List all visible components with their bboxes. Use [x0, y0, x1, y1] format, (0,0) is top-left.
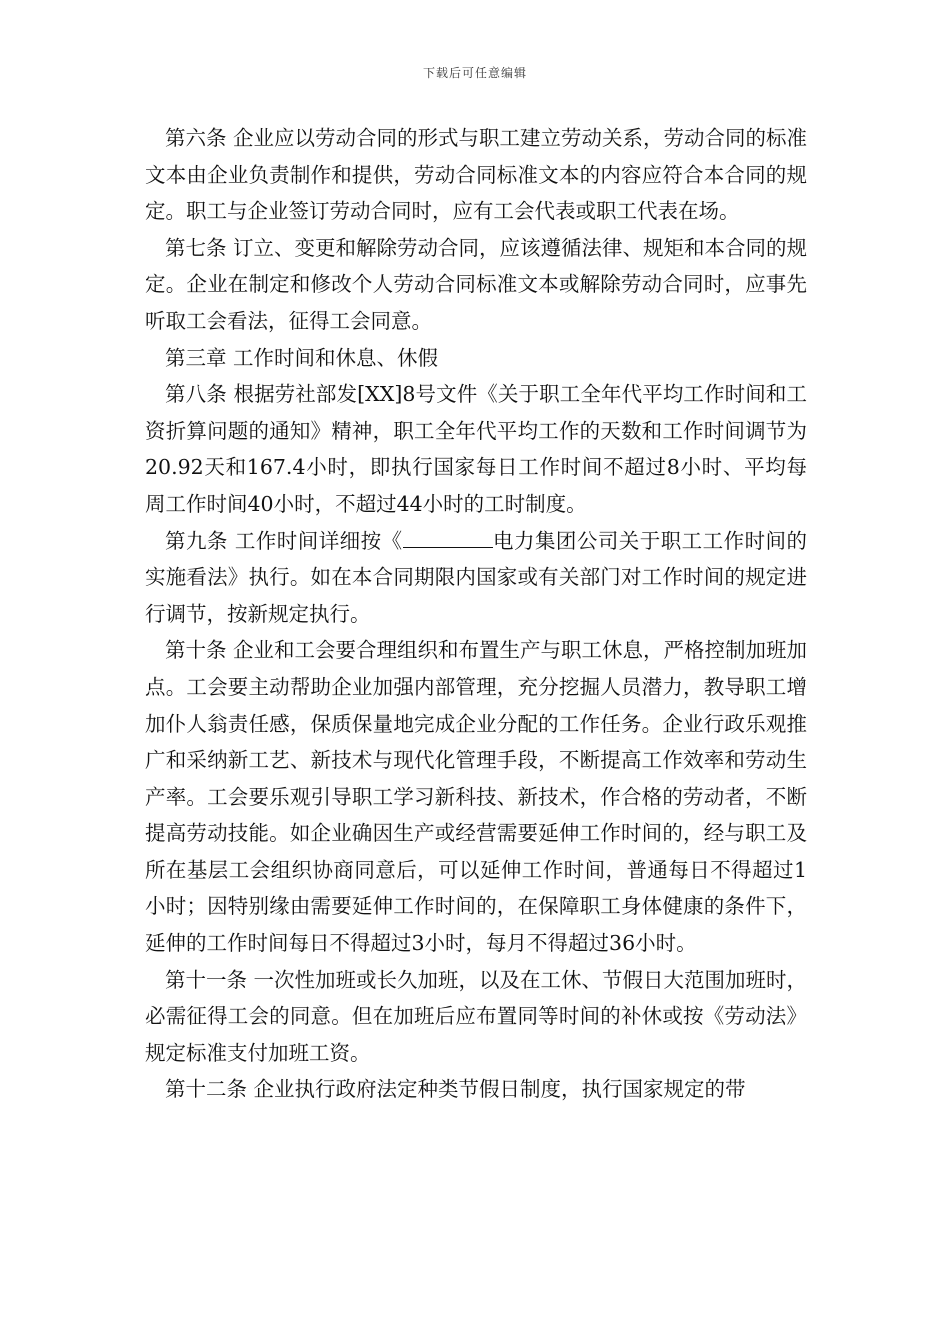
header-note: 下载后可任意编辑 — [422, 66, 527, 80]
document-body — [145, 120, 807, 1108]
article-12: 第十二条 企业执行政府法定种类节假日制度，执行国家规定的带 — [165, 1077, 746, 1102]
fill-in-blank — [403, 529, 493, 548]
article-10: 第十条 企业和工会要合理组织和布置生产与职工休息，严格控制加班加点。工会要主动帮助企业加强内部管理，充分挖掘人员潜力，教导职工增加仆人翁责任感，保质保量地完成企业分配的工作任务。企业行政乐观推广和采纳新工艺、新技术与现代化管理手段，不断提高工作效率和劳动生产率。工会要乐观引导职工学习新科技、新技术，作合格的劳动者，不断提高劳动技能。如企业确因生产或经营需要延伸工作时间的，经与职工及所在基层工会组织协商同意后，可以延伸工作时间，普通每日不得超过1小时；因特别缘由需要延伸工作时间的，在保障职工身体健康的条件下，延伸的工作时间每日不得超过3小时，每月不得超过36小时。 — [145, 638, 808, 956]
article-9-text-before: 第九条 工作时间详细按《 — [165, 528, 403, 553]
article-9-text-after: 电力集团公司关于职工工作时间的实施看法》执行。如在本合同期限内国家或有关部门对工作时间的规定进行调节，按新规定执行。 — [145, 528, 807, 626]
chapter-3-heading: 第三章 工作时间和休息、休假 — [165, 345, 439, 370]
article-11: 第十一条 一次性加班或长久加班，以及在工休、节假日大范围加班时，必需征得工会的同意。但在加班后应布置同等时间的补休或按《劳动法》规定标准支付加班工资。 — [145, 967, 808, 1065]
article-9 — [145, 523, 807, 633]
article-6: 第六条 企业应以劳动合同的形式与职工建立劳动关系，劳动合同的标准文本由企业负责制作和提供，劳动合同标准文本的内容应符合本合同的规定。职工与企业签订劳动合同时，应有工会代表或职工代表在场。 — [145, 126, 808, 224]
article-8: 第八条 根据劳社部发[XX]8号文件《关于职工全年代平均工作时间和工资折算问题的通知》精神，职工全年代平均工作的天数和工作时间调节为20.92天和167.4小时，即执行国家每日工作时间不超过8小时、平均每周工作时间40小时，不超过44小时的工时制度。 — [145, 382, 807, 516]
article-7: 第七条 订立、变更和解除劳动合同，应该遵循法律、规矩和本合同的规定。企业在制定和修改个人劳动合同标准文本或解除劳动合同时，应事先听取工会看法，征得工会同意。 — [145, 235, 808, 333]
